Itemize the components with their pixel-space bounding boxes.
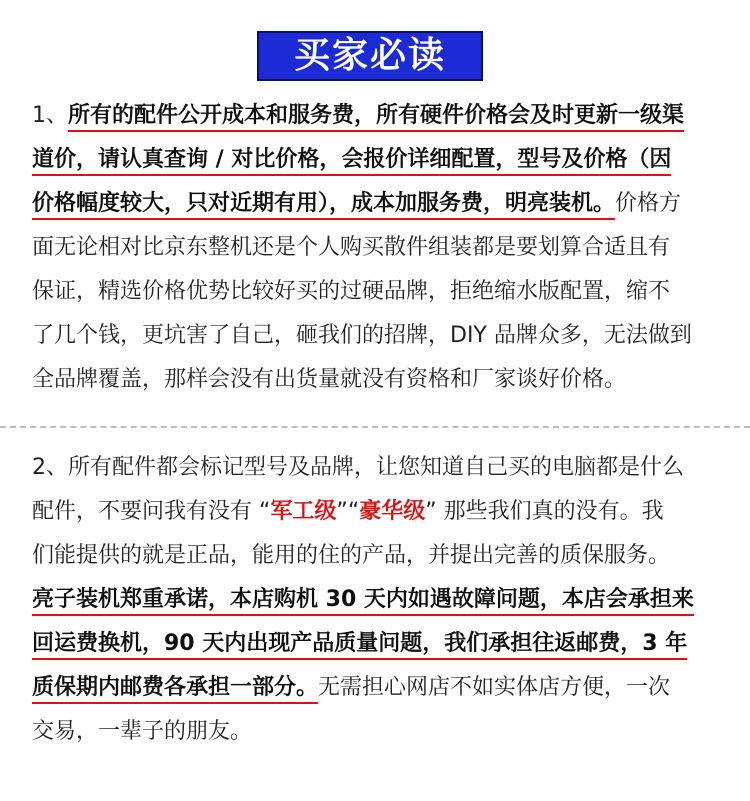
section-2-line-1: 2、所有配件都会标记型号及品牌，让您知道自己买的电脑都是什么 <box>32 455 684 480</box>
section-2-line-2 <box>32 490 732 534</box>
military-grade-highlight: 军工级 <box>270 499 337 524</box>
section-2-line-7: 交易，一辈子的朋友。 <box>32 719 253 744</box>
section-1-line-3 <box>32 182 732 226</box>
promise-bold-underlined: 亮子装机郑重承诺，本店购机 30 天内如遇故障问题，本店会承担来 <box>32 587 694 616</box>
section-1 <box>32 94 732 402</box>
section-1-line-2 <box>32 138 732 182</box>
section-2-text: ”“ <box>336 499 360 524</box>
section-1-line-4: 面无论相对比京东整机还是个人购买散件组装都是要划算合适且有 <box>32 235 671 260</box>
section-1-bold-underlined: 道价，请认真查询 / 对比价格，会报价详细配置，型号及价格（因 <box>32 147 671 176</box>
section-2-line-5 <box>32 622 732 666</box>
dashed-divider <box>0 426 750 428</box>
section-2-text: 无需担心网店不如实体店方便，一次 <box>318 675 671 700</box>
section-1-line-6: 了几个钱，更坑害了自己，砸我们的招牌，DIY 品牌众多，无法做到 <box>32 323 692 348</box>
section-2 <box>32 446 732 754</box>
section-1-text: 价格方 <box>615 191 682 216</box>
page-title: 买家必读 <box>257 31 483 81</box>
section-2-line-3: 们能提供的就是正品，能用的住的产品，并提出完善的质保服务。 <box>32 543 671 568</box>
section-2-line-6 <box>32 666 732 710</box>
section-1-line-1 <box>32 94 732 138</box>
luxury-grade-highlight: 豪华级 <box>359 499 426 524</box>
section-1-line-7: 全品牌覆盖，那样会没有出货量就没有资格和厂家谈好价格。 <box>32 367 627 392</box>
section-1-bold-underlined: 价格幅度较大，只对近期有用），成本加服务费，明亮装机。 <box>32 191 615 220</box>
promise-bold-underlined: 回运费换机，90 天内出现产品质量问题，我们承担往返邮费，3 年 <box>32 631 687 660</box>
section-1-bold-underlined: 所有的配件公开成本和服务费，所有硬件价格会及时更新一级渠 <box>68 103 684 132</box>
section-2-text: 配件，不要问我有没有 “ <box>32 499 271 524</box>
section-1-line-5: 保证，精选价格优势比较好买的过硬品牌，拒绝缩水版配置，缩不 <box>32 279 671 304</box>
section-2-line-4 <box>32 578 732 622</box>
section-2-text: ” 那些我们真的没有。我 <box>425 499 664 524</box>
section-1-number: 1、 <box>32 103 68 128</box>
promise-bold-underlined: 质保期内邮费各承担一部分。 <box>32 675 318 704</box>
